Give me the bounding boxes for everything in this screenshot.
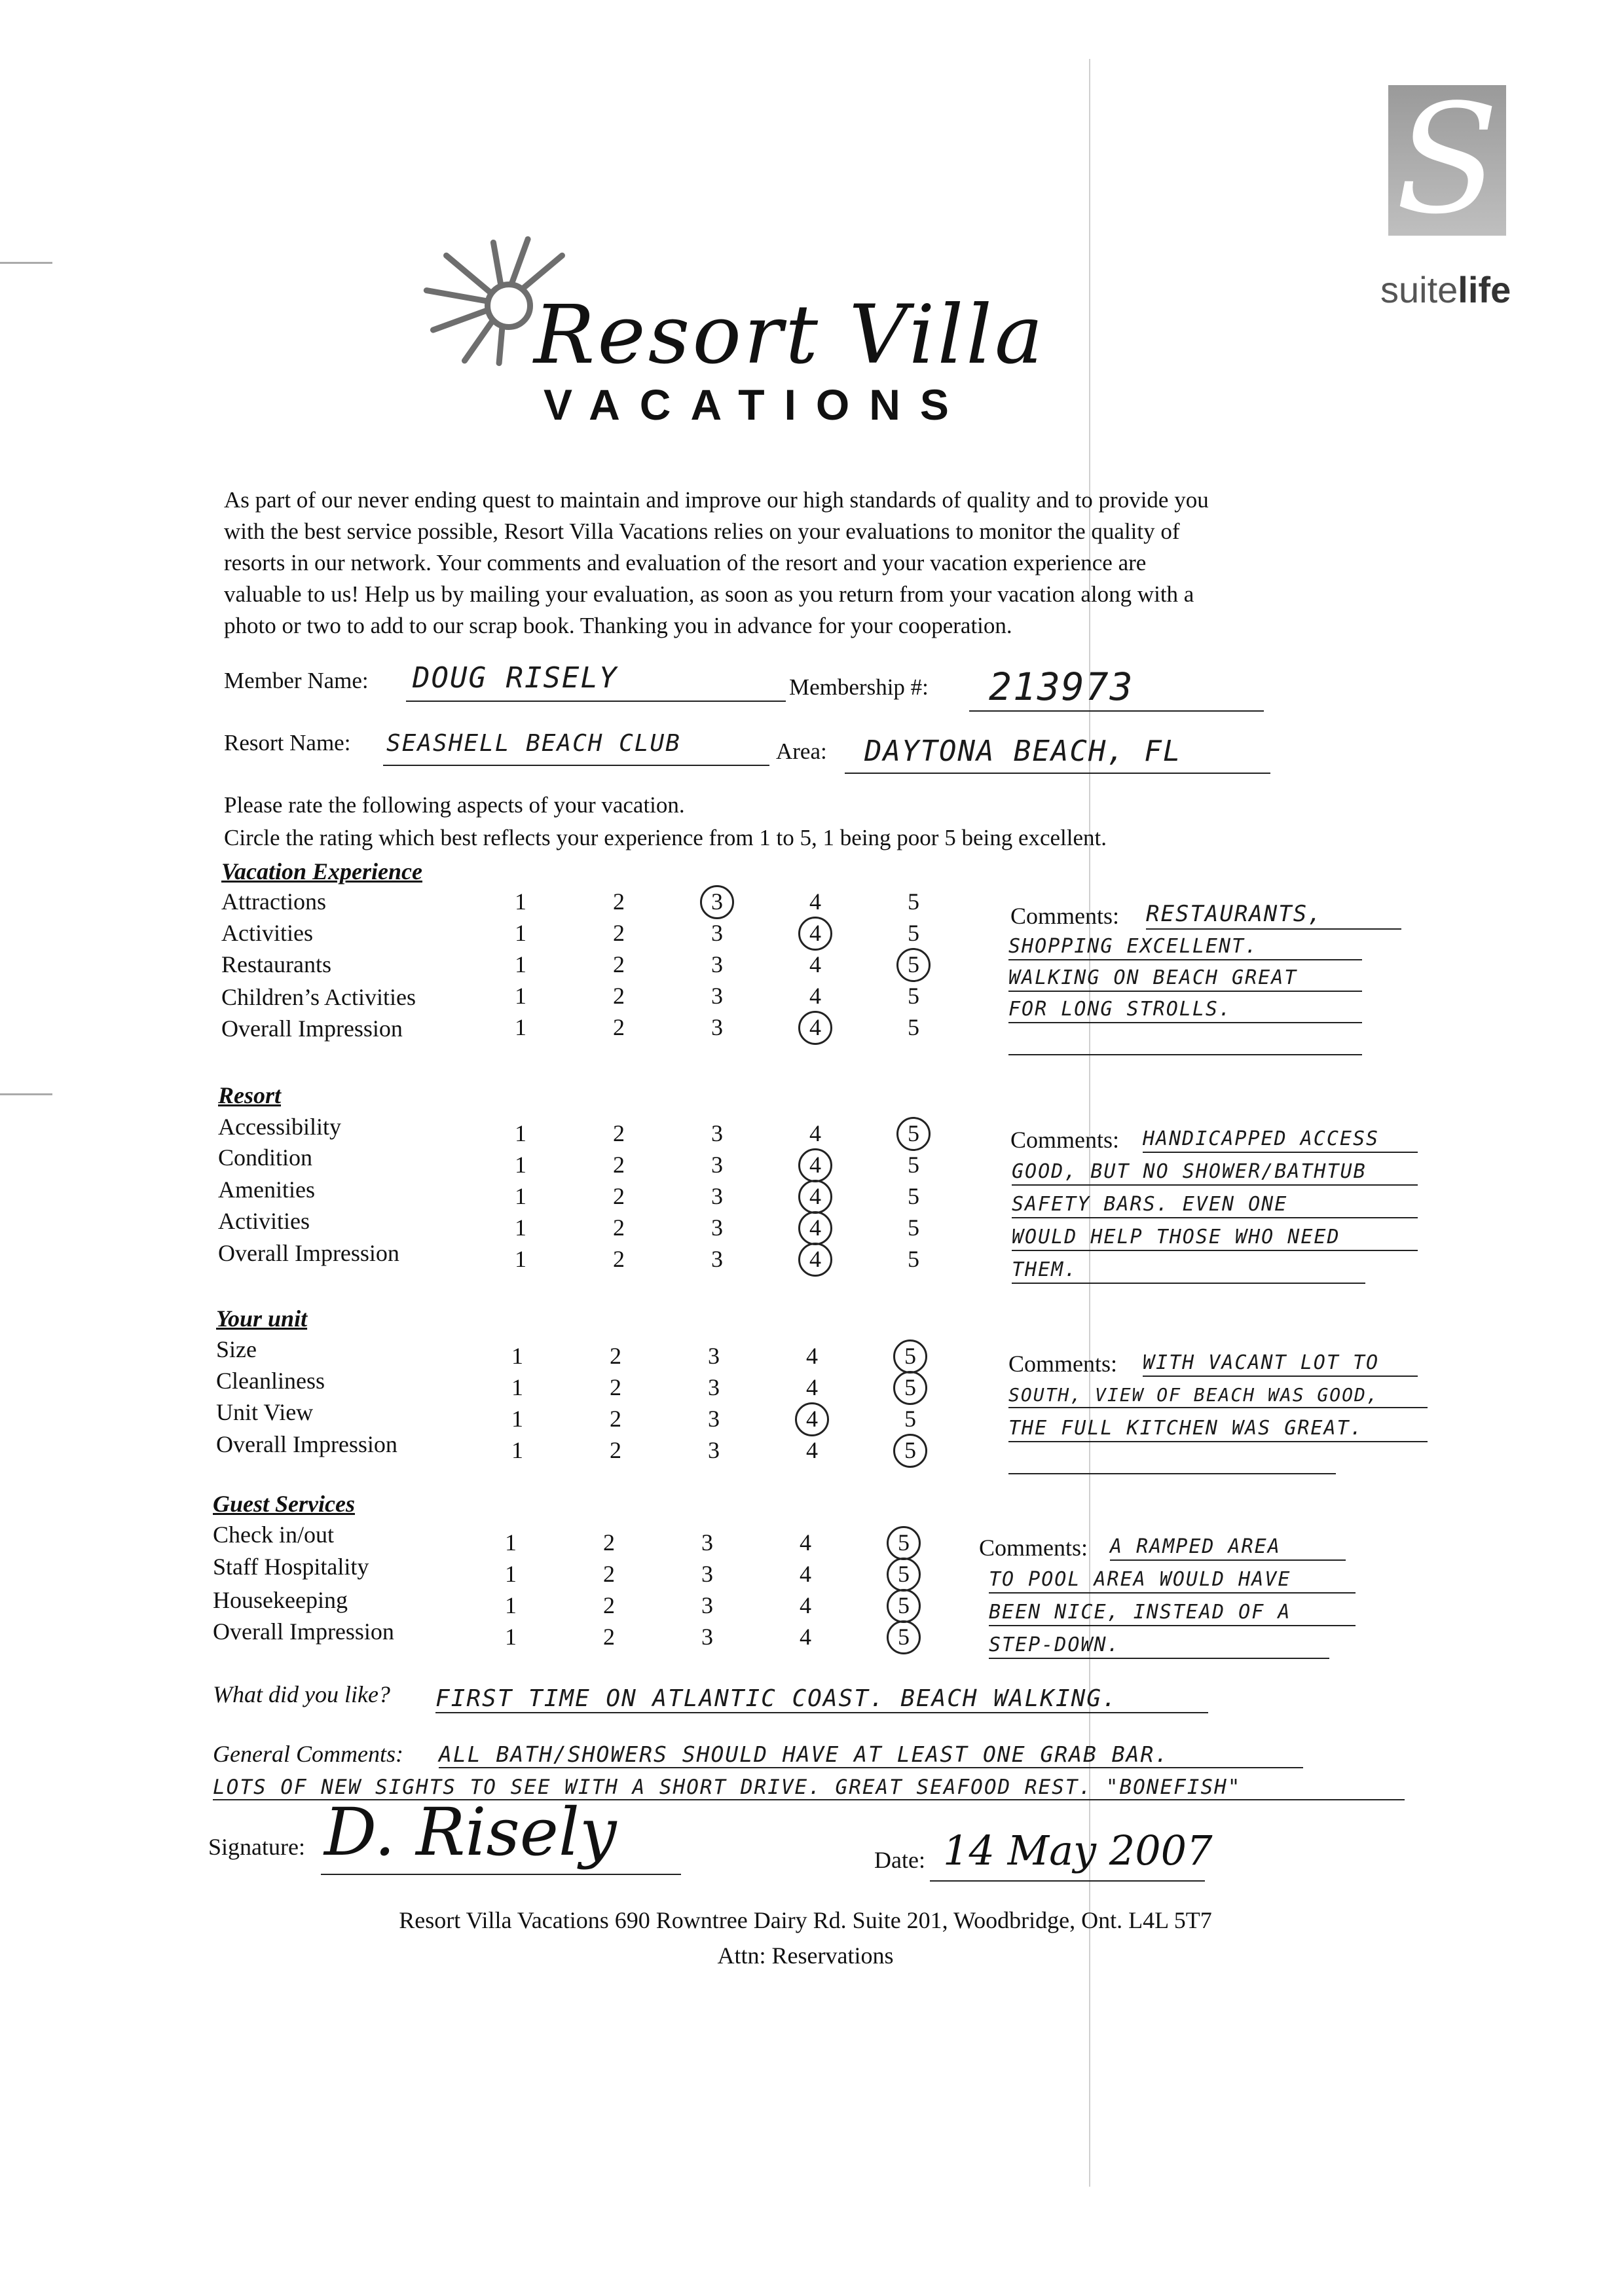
comment-line[interactable]: WOULD HELP THOSE WHO NEED	[1012, 1226, 1418, 1251]
rating-option-5[interactable]: 5	[908, 1214, 919, 1241]
comment-line[interactable]: RESTAURANTS,	[1146, 901, 1401, 930]
rating-option-5[interactable]: 5	[908, 920, 919, 946]
rating-selected-circle	[896, 948, 931, 982]
date-underline	[930, 1880, 1205, 1882]
rating-option-5[interactable]: 5	[908, 1014, 919, 1040]
rating-option-3[interactable]: 3	[708, 1374, 720, 1400]
rating-option-3[interactable]: 3	[711, 1152, 723, 1178]
resort-name-field[interactable]: SEASHELL BEACH CLUB	[386, 730, 681, 757]
comment-line[interactable]: FOR LONG STROLLS.	[1008, 998, 1362, 1023]
date-field[interactable]: 14 May 2007	[943, 1827, 1213, 1874]
member-name-underline	[406, 701, 786, 702]
rating-label: Size	[216, 1336, 257, 1362]
rating-label: Activities	[218, 1208, 310, 1234]
rating-option-1[interactable]: 1	[511, 1343, 523, 1369]
intro-line: photo or two to add to our scrap book. Thanking you in advance for your cooperation.	[224, 613, 1012, 638]
rating-label: Staff Hospitality	[213, 1554, 369, 1580]
area-label: Area:	[776, 738, 827, 764]
rating-option-1[interactable]: 1	[505, 1529, 517, 1556]
section-title-your-unit: Your unit	[216, 1305, 308, 1332]
suitelife-mark: S	[1395, 73, 1499, 247]
rating-option-4[interactable]: 4	[809, 920, 821, 946]
rating-option-1[interactable]: 1	[505, 1624, 517, 1650]
rating-option-4[interactable]: 4	[809, 1183, 821, 1209]
rating-option-3[interactable]: 3	[708, 1343, 720, 1369]
rating-option-4[interactable]: 4	[809, 983, 821, 1009]
rating-option-4[interactable]: 4	[809, 1152, 821, 1178]
rating-option-1[interactable]: 1	[515, 1120, 526, 1146]
rating-option-3[interactable]: 3	[711, 1120, 723, 1146]
brand-caps: VACATIONS	[544, 380, 969, 429]
rating-option-1[interactable]: 1	[505, 1561, 517, 1587]
rating-option-3[interactable]: 3	[701, 1529, 713, 1556]
rating-option-2[interactable]: 2	[613, 1120, 625, 1146]
rating-option-2[interactable]: 2	[610, 1343, 621, 1369]
rating-option-2[interactable]: 2	[610, 1374, 621, 1400]
signature-underline	[321, 1874, 681, 1875]
instruction-line: Circle the rating which best reflects your experience from 1 to 5, 1 being poor 5 being excellent.	[224, 825, 1107, 850]
rating-option-5[interactable]: 5	[908, 983, 919, 1009]
rating-option-3[interactable]: 3	[711, 983, 723, 1009]
comment-line[interactable]: STEP-DOWN.	[989, 1633, 1329, 1659]
rating-option-2[interactable]: 2	[603, 1592, 615, 1618]
rating-option-4[interactable]: 4	[800, 1529, 811, 1556]
comment-line[interactable]: A RAMPED AREA	[1110, 1535, 1346, 1561]
rating-option-2[interactable]: 2	[610, 1406, 621, 1432]
rating-option-1[interactable]: 1	[515, 1246, 526, 1272]
resort-name-underline	[383, 765, 769, 766]
suitelife-text-b: life	[1458, 269, 1511, 310]
rating-option-1[interactable]: 1	[515, 920, 526, 946]
rating-option-3[interactable]: 3	[711, 951, 723, 977]
rating-label: Accessibility	[218, 1114, 341, 1140]
rating-label: Housekeeping	[213, 1587, 348, 1613]
instruction-line: Please rate the following aspects of your vacation.	[224, 792, 685, 818]
area-field[interactable]: DAYTONA BEACH, FL	[864, 735, 1182, 768]
comment-line[interactable]: THE FULL KITCHEN WAS GREAT.	[1008, 1417, 1428, 1442]
rating-selected-circle	[795, 1402, 829, 1436]
rating-option-5[interactable]: 5	[898, 1624, 910, 1650]
brand-script: Resort Villa	[534, 288, 1046, 382]
rating-label: Restaurants	[221, 951, 331, 977]
rating-label: Overall Impression	[218, 1240, 399, 1266]
comment-line[interactable]: WALKING ON BEACH GREAT	[1008, 966, 1362, 992]
comment-line[interactable]	[1008, 1030, 1362, 1055]
comment-line[interactable]: TO POOL AREA WOULD HAVE	[989, 1568, 1356, 1594]
comment-line[interactable]: THEM.	[1012, 1258, 1365, 1284]
comment-line[interactable]: SHOPPING EXCELLENT.	[1008, 935, 1362, 960]
rating-option-2[interactable]: 2	[613, 1214, 625, 1241]
rating-label: Overall Impression	[221, 1015, 403, 1042]
rating-selected-circle	[887, 1526, 921, 1560]
rating-option-1[interactable]: 1	[515, 983, 526, 1009]
intro-line: resorts in our network. Your comments and evaluation of the resort and your vacation experience are	[224, 550, 1147, 575]
comments-label: Comments:	[1008, 1351, 1118, 1377]
rating-option-2[interactable]: 2	[613, 1014, 625, 1040]
rating-label: Condition	[218, 1144, 313, 1171]
rating-label: Overall Impression	[213, 1618, 394, 1645]
rating-selected-circle	[896, 1117, 931, 1151]
general-comments-field[interactable]: ALL BATH/SHOWERS SHOULD HAVE AT LEAST ONE GRAB BAR.	[439, 1741, 1303, 1768]
rating-option-1[interactable]: 1	[511, 1406, 523, 1432]
suitelife-logo-icon	[1388, 73, 1506, 247]
rating-option-4[interactable]: 4	[809, 888, 821, 915]
rating-selected-circle	[798, 1211, 832, 1245]
rating-option-3[interactable]: 3	[711, 1246, 723, 1272]
rating-option-3[interactable]: 3	[708, 1406, 720, 1432]
rating-option-3[interactable]: 3	[701, 1561, 713, 1587]
rating-selected-circle	[798, 1148, 832, 1182]
comment-line[interactable]: GOOD, BUT NO SHOWER/BATHTUB	[1012, 1160, 1418, 1186]
area-underline	[845, 773, 1270, 774]
rating-option-1[interactable]: 1	[515, 1152, 526, 1178]
rating-option-5[interactable]: 5	[904, 1374, 916, 1400]
comments-label: Comments:	[1010, 1127, 1120, 1153]
rating-option-4[interactable]: 4	[800, 1561, 811, 1587]
rating-option-1[interactable]: 1	[515, 1183, 526, 1209]
rating-option-4[interactable]: 4	[809, 1120, 821, 1146]
rating-label: Attractions	[221, 888, 326, 915]
rating-label: Overall Impression	[216, 1431, 397, 1457]
comment-line[interactable]: HANDICAPPED ACCESS	[1143, 1127, 1418, 1153]
suitelife-text	[1380, 268, 1511, 311]
rating-option-5[interactable]: 5	[898, 1561, 910, 1587]
comment-line[interactable]: SAFETY BARS. EVEN ONE	[1012, 1193, 1418, 1218]
rating-label: Amenities	[218, 1176, 315, 1203]
resort-name-label: Resort Name:	[224, 730, 351, 756]
rating-option-1[interactable]: 1	[511, 1437, 523, 1463]
rating-option-2[interactable]: 2	[613, 1183, 625, 1209]
rating-selected-circle	[893, 1434, 927, 1468]
rating-option-2[interactable]: 2	[603, 1529, 615, 1556]
rating-option-4[interactable]: 4	[806, 1406, 818, 1432]
rating-option-1[interactable]: 1	[515, 1014, 526, 1040]
rating-option-4[interactable]: 4	[809, 1014, 821, 1040]
rating-option-3[interactable]: 3	[711, 888, 723, 915]
section-title-guest-services: Guest Services	[213, 1491, 355, 1517]
intro-paragraph	[224, 484, 1429, 642]
section-title-resort: Resort	[218, 1082, 282, 1108]
intro-line: As part of our never ending quest to maintain and improve our high standards of quality and to provide you	[224, 487, 1209, 513]
rating-option-5[interactable]: 5	[898, 1529, 910, 1556]
rating-option-2[interactable]: 2	[610, 1437, 621, 1463]
rating-selected-circle	[700, 885, 734, 919]
rating-option-1[interactable]: 1	[511, 1374, 523, 1400]
rating-option-2[interactable]: 2	[613, 1152, 625, 1178]
rating-label: Cleanliness	[216, 1368, 325, 1394]
rating-selected-circle	[893, 1371, 927, 1405]
rating-option-4[interactable]: 4	[806, 1374, 818, 1400]
general-comments-label: General Comments:	[213, 1741, 403, 1767]
rating-option-3[interactable]: 3	[708, 1437, 720, 1463]
rating-option-1[interactable]: 1	[515, 888, 526, 915]
rating-option-4[interactable]: 4	[800, 1624, 811, 1650]
rating-option-4[interactable]: 4	[809, 1214, 821, 1241]
liked-field[interactable]: FIRST TIME ON ATLANTIC COAST. BEACH WALKING.	[435, 1685, 1208, 1713]
rating-option-4[interactable]: 4	[806, 1437, 818, 1463]
section-title-vacation-experience: Vacation Experience	[221, 858, 422, 884]
rating-option-4[interactable]: 4	[809, 951, 821, 977]
rating-option-5[interactable]: 5	[904, 1437, 916, 1463]
intro-line: valuable to us! Help us by mailing your evaluation, as soon as you return from your vacation along with a	[224, 581, 1194, 607]
rating-option-5[interactable]: 5	[908, 951, 919, 977]
rating-option-3[interactable]: 3	[711, 920, 723, 946]
rating-option-5[interactable]: 5	[908, 1246, 919, 1272]
signature-label: Signature:	[208, 1834, 305, 1860]
rating-option-1[interactable]: 1	[505, 1592, 517, 1618]
suitelife-text-a: suite	[1380, 269, 1458, 310]
membership-label: Membership #:	[789, 674, 929, 700]
liked-label: What did you like?	[213, 1681, 390, 1707]
general-comments-field-line2[interactable]: LOTS OF NEW SIGHTS TO SEE WITH A SHORT DRIVE. GREAT SEAFOOD REST. "BONEFISH"	[213, 1776, 1405, 1800]
rating-option-1[interactable]: 1	[515, 1214, 526, 1241]
rating-option-2[interactable]: 2	[613, 888, 625, 915]
rating-label: Children’s Activities	[221, 984, 416, 1010]
rating-option-3[interactable]: 3	[711, 1014, 723, 1040]
rating-label: Check in/out	[213, 1522, 334, 1548]
rating-option-5[interactable]: 5	[908, 1120, 919, 1146]
rating-option-2[interactable]: 2	[603, 1561, 615, 1587]
rating-option-4[interactable]: 4	[800, 1592, 811, 1618]
rating-option-2[interactable]: 2	[603, 1624, 615, 1650]
punch-mark	[0, 1093, 52, 1095]
rating-option-5[interactable]: 5	[908, 1152, 919, 1178]
membership-field[interactable]: 213973	[989, 665, 1134, 709]
comment-line[interactable]: SOUTH, VIEW OF BEACH WAS GOOD,	[1008, 1384, 1428, 1408]
rating-selected-circle	[887, 1620, 921, 1654]
comment-line[interactable]	[1008, 1449, 1336, 1474]
rating-selected-circle	[798, 917, 832, 951]
rating-option-5[interactable]: 5	[904, 1406, 916, 1432]
footer-address: Resort Villa Vacations 690 Rowntree Dairy Rd. Suite 201, Woodbridge, Ont. L4L 5T7	[399, 1907, 1212, 1933]
footer-attn: Attn: Reservations	[717, 1942, 894, 1969]
rating-option-2[interactable]: 2	[613, 1246, 625, 1272]
rating-option-5[interactable]: 5	[908, 888, 919, 915]
punch-mark	[0, 262, 52, 264]
rating-selected-circle	[798, 1011, 832, 1045]
rating-label: Unit View	[216, 1399, 314, 1425]
rating-option-5[interactable]: 5	[898, 1592, 910, 1618]
rating-option-4[interactable]: 4	[806, 1343, 818, 1369]
comments-label: Comments:	[979, 1535, 1088, 1561]
rating-option-2[interactable]: 2	[613, 951, 625, 977]
rating-selected-circle	[798, 1180, 832, 1214]
comment-line[interactable]: BEEN NICE, INSTEAD OF A	[989, 1601, 1356, 1626]
rating-option-2[interactable]: 2	[613, 983, 625, 1009]
rating-option-3[interactable]: 3	[711, 1183, 723, 1209]
comments-label: Comments:	[1010, 903, 1120, 929]
rating-selected-circle	[887, 1558, 921, 1592]
rating-option-1[interactable]: 1	[515, 951, 526, 977]
rating-option-5[interactable]: 5	[904, 1343, 916, 1369]
signature-field[interactable]: D. Risely	[324, 1794, 617, 1870]
comment-line[interactable]: WITH VACANT LOT TO	[1143, 1351, 1418, 1377]
rating-selected-circle	[798, 1243, 832, 1277]
rating-option-5[interactable]: 5	[908, 1183, 919, 1209]
membership-underline	[969, 710, 1264, 712]
rating-option-3[interactable]: 3	[711, 1214, 723, 1241]
rating-option-3[interactable]: 3	[701, 1624, 713, 1650]
rating-option-4[interactable]: 4	[809, 1246, 821, 1272]
rating-option-2[interactable]: 2	[613, 920, 625, 946]
rating-selected-circle	[893, 1339, 927, 1374]
rating-label: Activities	[221, 920, 313, 946]
rating-option-3[interactable]: 3	[701, 1592, 713, 1618]
date-label: Date:	[874, 1847, 925, 1873]
intro-line: with the best service possible, Resort Villa Vacations relies on your evaluations to monitor the quality of	[224, 519, 1180, 544]
rating-selected-circle	[887, 1589, 921, 1623]
member-name-label: Member Name:	[224, 668, 369, 693]
member-name-field[interactable]: DOUG RISELY	[413, 661, 618, 695]
